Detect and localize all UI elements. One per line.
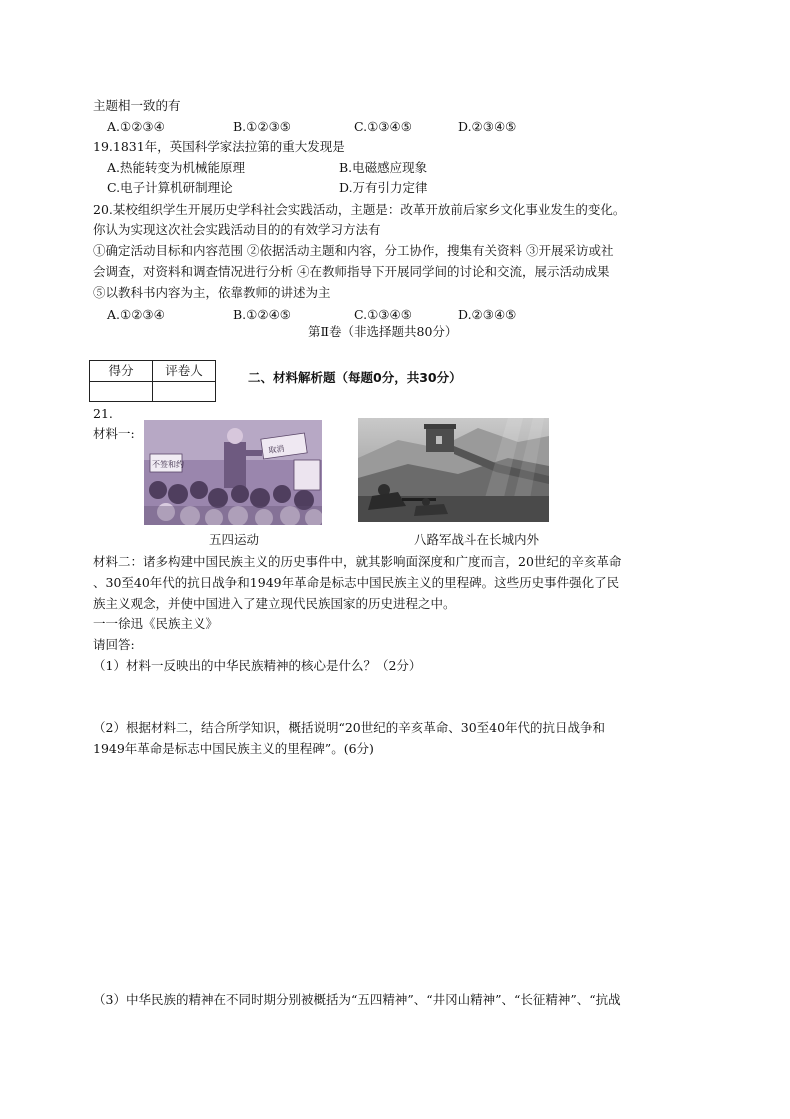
q20-line-1: 20.某校组织学生开展历史学科社会实践活动，主题是：改革开放前后家乡文化事业发生的变化。	[93, 202, 626, 217]
sub-question-3: （3）中华民族的精神在不同时期分别被概括为“五四精神”、“井冈山精神”、“长征精神”、“抗战	[93, 992, 621, 1007]
score-header: 得分	[90, 361, 153, 382]
sub-question-2-line-2: 1949年革命是标志中国民族主义的里程碑”。(6分)	[93, 741, 374, 756]
material2-source: 一一徐迅《民族主义》	[93, 616, 219, 631]
score-cell	[90, 382, 153, 402]
q21-number: 21.	[93, 406, 113, 421]
q20-option-d: D.②③④⑤	[458, 307, 517, 322]
material2-line-1: 材料二：诸多构建中国民族主义的历史事件中，就其影响面深度和广度而言，20世纪的辛亥革命	[93, 554, 622, 569]
q20-line-2: 你认为实现这次社会实践活动目的的有效学习方法有	[93, 222, 381, 237]
great-wall-illustration	[358, 418, 549, 522]
q20-line-3: ①确定活动目标和内容范围 ②依据活动主题和内容，分工协作，搜集有关资料 ③开展采访或社	[93, 243, 614, 258]
caption-may-fourth: 五四运动	[209, 532, 260, 547]
material1-label: 材料一:	[93, 426, 135, 441]
may-fourth-illustration	[144, 420, 322, 525]
sub-question-1: （1）材料一反映出的中华民族精神的核心是什么？（2分）	[93, 658, 422, 673]
may-fourth-photo	[144, 420, 322, 525]
q19-option-b: B.电磁感应现象	[339, 160, 428, 175]
grader-header: 评卷人	[153, 361, 216, 382]
q20-option-c: C.①③④⑤	[354, 307, 412, 322]
q18-option-a: A.①②③④	[107, 119, 165, 134]
section2-title: 二、材料解析题（每题0分，共30分）	[248, 370, 462, 385]
q19-option-a: A.热能转变为机械能原理	[107, 160, 246, 175]
q18-stem-tail: 主题相一致的有	[93, 98, 181, 113]
part2-title: 第Ⅱ卷（非选择题共80分）	[308, 324, 458, 339]
q20-line-4: 会调查，对资料和调查情况进行分析 ④在教师指导下开展同学间的讨论和交流，展示活动成果	[93, 264, 610, 279]
q18-option-c: C.①③④⑤	[354, 119, 412, 134]
q20-option-b: B.①②④⑤	[233, 307, 291, 322]
q19-stem: 19.1831年，英国科学家法拉第的重大发现是	[93, 139, 345, 154]
q19-option-c: C.电子计算机研制理论	[107, 180, 233, 195]
q20-line-5: ⑤以教科书内容为主，依靠教师的讲述为主	[93, 285, 331, 300]
material2-line-3: 族主义观念，并使中国进入了建立现代民族国家的历史进程之中。	[93, 596, 456, 611]
banner-2-text: 取消	[267, 444, 285, 456]
q19-option-d: D.万有引力定律	[339, 180, 428, 195]
score-table	[89, 360, 216, 402]
eighth-route-army-photo	[358, 418, 549, 522]
q18-option-d: D.②③④⑤	[458, 119, 517, 134]
material2-line-2: 、30至40年代的抗日战争和1949年革命是标志中国民族主义的里程碑。这些历史事件强化了民	[93, 575, 620, 590]
banner-1-text: 不签和约	[152, 460, 184, 469]
grader-cell	[153, 382, 216, 402]
ask-label: 请回答:	[93, 637, 135, 652]
caption-eighth-route-army: 八路军战斗在长城内外	[414, 532, 540, 547]
q18-option-b: B.①②③⑤	[233, 119, 291, 134]
q20-option-a: A.①②③④	[107, 307, 165, 322]
sub-question-2-line-1: （2）根据材料二，结合所学知识，概括说明“20世纪的辛亥革命、30至40年代的抗日战争和	[93, 720, 606, 735]
